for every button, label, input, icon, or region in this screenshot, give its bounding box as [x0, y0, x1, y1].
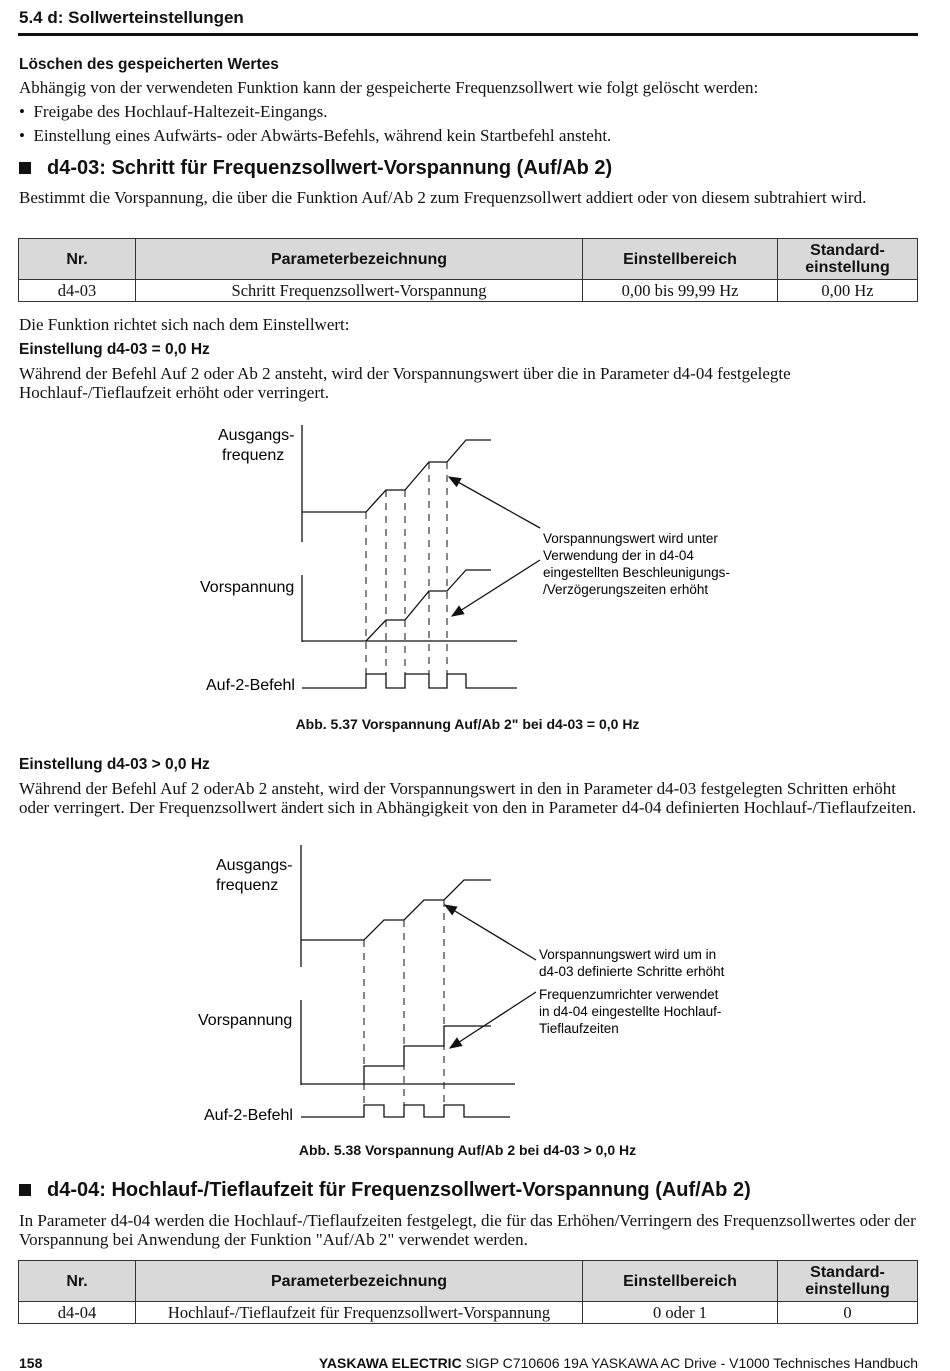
cell-range: 0,00 bis 99,99 Hz — [583, 280, 778, 302]
d404-desc: In Parameter d4-04 werden die Hochlauf-/Tieflaufzeiten festgelegt, die für das Erhöhen/Verringern des Frequenzsollwertes oder der Vorspannung bei Anwendung der Funktion "Auf/Ab 2" verwendet werden. — [19, 1211, 916, 1249]
fig2-label-output-1: Ausgangs- — [216, 857, 293, 874]
fig1-annotation-1: Vorspannungswert wird unter — [543, 531, 718, 546]
bullet-text: Freigabe des Hochlauf-Haltezeit-Eingangs. — [33, 102, 328, 121]
case2-text: Während der Befehl Auf 2 oderAb 2 ansteht, wird der Vorspannungswert in den in Parameter d4-03 festgelegten Schritten erhöht oder verringert. Der Frequenzsollwert ändert sich in Abhängigkeit von den in Parameter d4-04 definierten Hochlauf-/Tieflaufzeiten. — [19, 779, 917, 817]
cell-default: 0,00 Hz — [778, 280, 918, 302]
section-header: 5.4 d: Sollwerteinstellungen — [19, 8, 244, 27]
cell-name: Schritt Frequenzsollwert-Vorspannung — [136, 280, 583, 302]
fig2-cmd-pulses — [301, 1105, 510, 1117]
fig1-dashed-guides — [366, 462, 447, 688]
func-text: Die Funktion richtet sich nach dem Einstellwert: — [19, 315, 350, 334]
fig2-label-output-2: frequenz — [216, 877, 279, 894]
figure-537-caption: Abb. 5.37 Vorspannung Auf/Ab 2" bei d4-03 = 0,0 Hz — [295, 716, 640, 732]
footer-doc-title: SIGP C710606 19A YASKAWA AC Drive - V1000 Technisches Handbuch — [465, 1355, 918, 1371]
d403-title: d4-03: Schritt für Frequenzsollwert-Vorspannung (Auf/Ab 2) — [47, 157, 613, 179]
fig2-annotation2-3: Tieflaufzeiten — [539, 1021, 619, 1036]
figure-538-caption: Abb. 5.38 Vorspannung Auf/Ab 2 bei d4-03 > 0,0 Hz — [298, 1142, 637, 1158]
d404-heading — [19, 1179, 751, 1202]
figure-538-diagram — [190, 845, 760, 1135]
fig1-label-output-1: Ausgangs- — [218, 427, 295, 444]
fig2-bias-steps — [364, 1026, 491, 1084]
square-bullet-icon — [19, 1184, 31, 1196]
table-row — [19, 1302, 918, 1324]
fig1-label-bias: Vorspannung — [200, 579, 295, 596]
d404-param-table — [18, 1260, 918, 1324]
fig2-annotation2-1: Frequenzumrichter verwendet — [539, 987, 719, 1002]
d403-param-table — [18, 238, 918, 302]
fig1-label-output-2: frequenz — [222, 447, 285, 464]
fig1-annotation-4: /Verzögerungszeiten erhöht — [543, 582, 709, 597]
fig2-annotation1-2: d4-03 definierte Schritte erhöht — [539, 964, 725, 979]
cell-range: 0 oder 1 — [583, 1302, 778, 1324]
d403-heading — [19, 157, 612, 180]
clear-heading: Löschen des gespeicherten Wertes — [19, 56, 279, 73]
header-rule — [18, 33, 918, 36]
col-header-range: Einstellbereich — [583, 1261, 778, 1302]
cell-default: 0 — [778, 1302, 918, 1324]
case2-heading: Einstellung d4-03 > 0,0 Hz — [19, 756, 210, 773]
cell-nr: d4-03 — [19, 280, 136, 302]
col-header-name: Parameterbezeichnung — [136, 239, 583, 280]
case1-text: Während der Befehl Auf 2 oder Ab 2 ansteht, wird der Vorspannungswert über die in Parameter d4-04 festgelegte Hochlauf-/Tieflaufzeit erhöht oder verringert. — [19, 364, 791, 402]
fig1-arrow-output — [449, 477, 540, 528]
figure-537-diagram — [190, 415, 760, 715]
fig1-cmd-pulses — [302, 674, 517, 688]
clear-intro: Abhängig von der verwendeten Funktion kann der gespeicherte Frequenzsollwert wie folgt gelöscht werden: — [19, 78, 759, 97]
cell-name: Hochlauf-/Tieflaufzeit für Frequenzsollwert-Vorspannung — [136, 1302, 583, 1324]
fig1-output-curve — [302, 440, 491, 512]
case1-heading: Einstellung d4-03 = 0,0 Hz — [19, 341, 210, 358]
col-header-default: Standard- einstellung — [778, 239, 918, 280]
fig2-annotation1-1: Vorspannungswert wird um in — [539, 947, 717, 962]
fig2-arrow-bias — [450, 992, 536, 1048]
fig1-label-cmd: Auf-2-Befehl — [206, 677, 295, 694]
fig1-annotation-2: Verwendung der in d4-04 — [543, 548, 694, 563]
fig1-annotation-3: eingestellten Beschleunigungs- — [543, 565, 730, 580]
page-number: 158 — [19, 1355, 43, 1371]
fig2-label-bias: Vorspannung — [198, 1012, 293, 1029]
fig2-annotation2-2: in d4-04 eingestellte Hochlauf- — [539, 1004, 722, 1019]
table-row — [19, 280, 918, 302]
d404-title: d4-04: Hochlauf-/Tieflaufzeit für Frequenzsollwert-Vorspannung (Auf/Ab 2) — [47, 1179, 751, 1201]
bullet-text: Einstellung eines Aufwärts- oder Abwärts-Befehls, während kein Startbefehl ansteht. — [33, 126, 612, 145]
d403-desc: Bestimmt die Vorspannung, die über die Funktion Auf/Ab 2 zum Frequenzsollwert addiert oder von diesem subtrahiert wird. — [19, 188, 867, 207]
col-header-nr: Nr. — [19, 1261, 136, 1302]
square-bullet-icon — [19, 162, 31, 174]
bullet-item: • Einstellung eines Aufwärts- oder Abwärts-Befehls, während kein Startbefehl ansteht. — [19, 126, 612, 145]
col-header-default: Standard- einstellung — [778, 1261, 918, 1302]
bullet-item: • Freigabe des Hochlauf-Haltezeit-Eingangs. — [19, 102, 328, 121]
cell-nr: d4-04 — [19, 1302, 136, 1324]
fig2-arrow-output — [445, 905, 536, 960]
col-header-range: Einstellbereich — [583, 239, 778, 280]
col-header-nr: Nr. — [19, 239, 136, 280]
fig1-arrow-bias — [452, 560, 540, 616]
footer-brand: YASKAWA ELECTRIC — [318, 1355, 462, 1371]
fig2-label-cmd: Auf-2-Befehl — [204, 1107, 293, 1124]
fig2-output-curve — [301, 880, 491, 940]
col-header-name: Parameterbezeichnung — [136, 1261, 583, 1302]
